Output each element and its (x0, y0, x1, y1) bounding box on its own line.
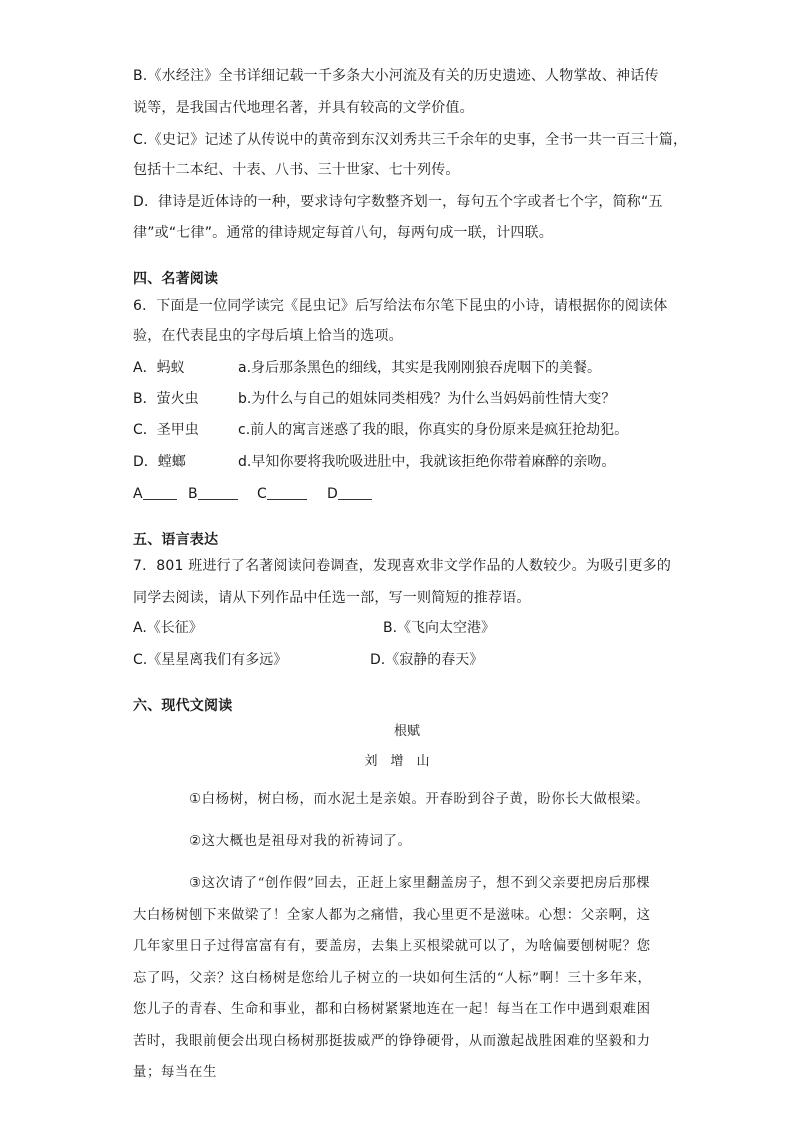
article-paragraph-1 (133, 784, 661, 816)
work-option: C.《星星离我们有多远》 (133, 652, 288, 668)
answer-blank-b[interactable] (188, 484, 238, 504)
answer-label: D (327, 486, 338, 502)
section-6-heading: 六、现代文阅读 (133, 698, 233, 714)
insect-label: B．萤火虫 (133, 391, 199, 407)
paragraph-text: 白杨树，树白杨，而水泥土是亲娘。开春盼到谷子黄，盼你长大做根梁。 (201, 792, 650, 807)
section-4-heading: 四、名著阅读 (133, 271, 219, 287)
article-paragraph-3 (133, 868, 661, 1080)
article-title: 根赋 (393, 724, 420, 739)
option-b-line-1: B.《水经注》全书详细记载一千多条大小河流及有关的历史遗迹、人物掌故、神话传 (133, 68, 659, 84)
answer-blank-c[interactable] (257, 484, 307, 504)
option-d-line-1: D．律诗是近体诗的一种，要求诗句字数整齐划一，每句五个字或者七个字，简称“五 (133, 194, 663, 210)
question-7-line-1: 7．801 班进行了名著阅读问卷调查，发现喜欢非文学作品的人数较少。为吸引更多的 (133, 558, 672, 574)
section-5-heading: 五、语言表达 (133, 532, 219, 548)
answer-label: A (133, 486, 143, 502)
answer-blank-d[interactable] (327, 484, 372, 504)
article-paragraph-2 (133, 826, 661, 858)
answer-label: B (188, 486, 198, 502)
answer-blank-a[interactable] (133, 484, 177, 504)
poem-line: d.早知你要将我吮吸进肚中，我就该拒绝你带着麻醉的亲吻。 (238, 454, 616, 470)
option-b-line-2: 说等，是我国古代地理名著，并具有较高的文学价值。 (133, 100, 474, 116)
paragraph-number: ③ (189, 876, 202, 891)
option-c-line-1: C.《史记》记述了从传说中的黄帝到东汉刘秀共三千余年的史事，全书一共一百三十篇， (133, 132, 688, 148)
insect-label: D．螳螂 (133, 454, 186, 470)
fill-blank[interactable] (338, 485, 372, 500)
question-7-line-2: 同学去阅读，请从下列作品中任选一部，写一则简短的推荐语。 (133, 590, 531, 606)
option-d-line-2: 律”或“七律”。通常的律诗规定每首八句，每两句成一联，计四联。 (133, 225, 553, 241)
fill-blank[interactable] (143, 485, 177, 500)
fill-blank[interactable] (198, 485, 238, 500)
paragraph-text: 这次请了“创作假”回去，正赶上家里翻盖房子，想不到父亲要把房后那棵大白杨树刨下来做梁了！全家人都为之痛惜，我心里更不是滋味。心想：父亲啊，这几年家里日子过得富富有有，要盖房，去集上买根梁就可以了，为啥偏要刨树呢？您忘了吗，父亲？这白杨树是您给儿子树立的一块如何生活的“人标”啊！三十多年来，您儿子的青春、生命和事业，都和白杨树紧紧地连在一起！每当在工作中遇到艰难困苦时，我眼前便会出现白杨树那挺拔威严的铮铮硬骨，从而激起战胜困难的坚毅和力量；每当在生 (133, 876, 652, 1080)
poem-line: c.前人的寓言迷惑了我的眼，你真实的身份原来是疯狂抢劫犯。 (238, 422, 629, 438)
paragraph-number: ② (189, 834, 202, 849)
work-option: D.《寂静的春天》 (370, 652, 484, 668)
article-author: 刘 增 山 (364, 754, 430, 769)
option-c-line-2: 包括十二本纪、十表、八书、三十世家、七十列传。 (133, 162, 460, 178)
paragraph-text: 这大概也是祖母对我的祈祷词了。 (201, 834, 412, 849)
answer-label: C (257, 486, 267, 502)
work-option: A.《长征》 (133, 620, 203, 636)
paragraph-number: ① (189, 792, 202, 807)
work-option: B.《飞向太空港》 (383, 620, 496, 636)
insect-label: C．圣甲虫 (133, 422, 199, 438)
poem-line: a.身后那条黑色的细线，其实是我刚刚狼吞虎咽下的美餐。 (238, 360, 602, 376)
fill-blank[interactable] (267, 485, 307, 500)
insect-label: A．蚂蚁 (133, 360, 185, 376)
poem-line: b.为什么与自己的姐妹同类相残？为什么当妈妈前性情大变？ (238, 391, 616, 407)
question-6-line-2: 验，在代表昆虫的字母后填上恰当的选项。 (133, 328, 403, 344)
question-6-line-1: 6．下面是一位同学读完《昆虫记》后写给法布尔笔下昆虫的小诗，请根据你的阅读体 (133, 298, 668, 314)
